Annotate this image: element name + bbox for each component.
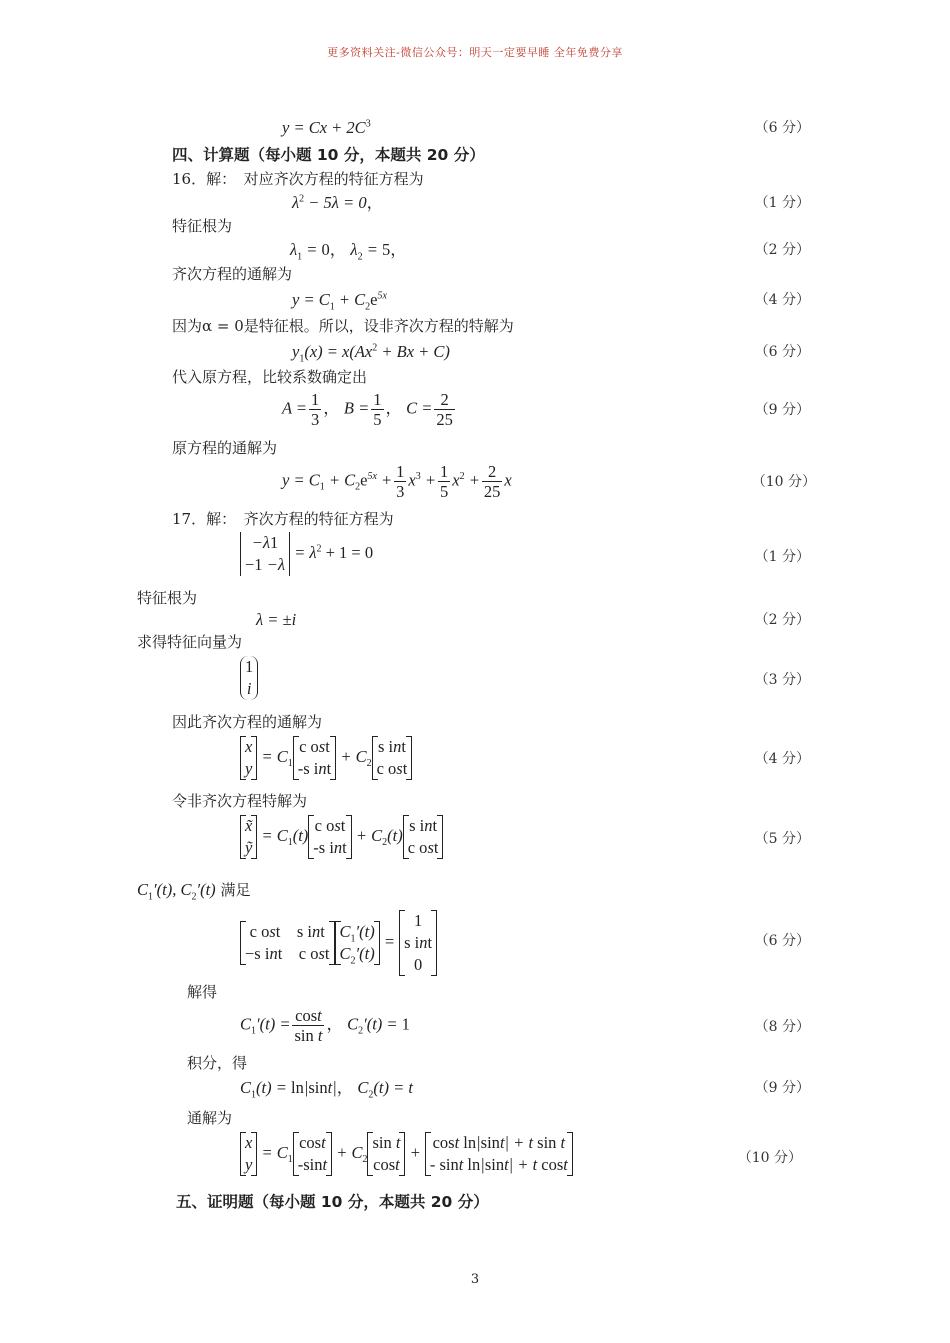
eigenvector: 1 i [240, 656, 258, 700]
score-label: （6 分） [754, 933, 810, 949]
score-label: （8 分） [754, 1019, 810, 1035]
equation-linear-system: c ost s int −s int c ost $C_1'(t)$ $C_2'(t)$ = 1 s int 0 [240, 910, 437, 976]
score-label: （9 分） [754, 1080, 810, 1096]
equation-determinant: −λ1 −1 −λ = $\lambda^2 + 1 = 0$ [240, 532, 373, 576]
score-label: （4 分） [754, 751, 810, 767]
text-general: 齐次方程的通解为 [172, 265, 293, 283]
score-label: （1 分） [754, 549, 810, 565]
text-roots: 特征根为 [137, 589, 198, 607]
equation-general-solution: $y = C_1 + C_2e^{5x}$ + $\frac{1}{3}$ $x^3$ + $\frac{1}{5}$ $x^2$ + $\frac{2}{25}$ x [282, 462, 512, 501]
text-particular: 令非齐次方程特解为 [172, 792, 308, 810]
equation-homogeneous: $y = C_1 + C_2e^{5x}$ [292, 290, 387, 313]
score-label: （1 分） [754, 195, 810, 211]
text-because: 因为α = 0是特征根。所以，设非齐次方程的特解为 [172, 317, 514, 335]
text-general-solution: 通解为 [187, 1109, 233, 1127]
text-roots: 特征根为 [172, 217, 233, 235]
score-label: （9 分） [754, 402, 810, 418]
score-label: （4 分） [754, 292, 810, 308]
text-final: 原方程的通解为 [172, 439, 278, 457]
satisfy-label: 满足 [220, 881, 251, 899]
section-heading-5: 五、证明题（每小题 10 分，本题共 20 分） [176, 1193, 489, 1211]
text-satisfy: $C_1'(t)$, $C_2'(t)$ 满足 [137, 880, 251, 903]
score-label: （6 分） [754, 120, 810, 136]
equation-particular: $y_1(x) = x(Ax^2 + Bx + C)$ [292, 342, 450, 365]
equation-particular-vector: x̃ ỹ = $C_1(t)$ c ost -s int + $C_2(t)$ s int c ost [240, 815, 443, 859]
score-label: （5 分） [754, 831, 810, 847]
score-label: （10 分） [751, 474, 816, 490]
page-header-watermark: 更多资料关注-微信公众号：明天一定要早睡 全年免费分享 [327, 46, 623, 59]
equation-derivatives: $C_1'(t)$ = $\frac{\cos t}{\text{sin t}}$ ， $C_2'(t) = 1$ [240, 1006, 410, 1045]
text-homogeneous: 因此齐次方程的通解为 [172, 713, 323, 731]
score-label: （3 分） [754, 672, 810, 688]
text-integrate: 积分，得 [187, 1054, 248, 1072]
equation-roots: $\lambda_1 = 0$， $\lambda_2 = 5$， [290, 240, 407, 263]
page-number: 3 [470, 1272, 480, 1287]
equation-homogeneous-vector: x y = $C_1$ c ost -s int + $C_2$ s int c ost [240, 736, 412, 780]
score-label: （2 分） [754, 612, 810, 628]
section-heading-4: 四、计算题（每小题 10 分，本题共 20 分） [172, 146, 485, 164]
equation-char: $\lambda^2 - 5\lambda = 0$， [292, 193, 384, 212]
score-label: （6 分） [754, 344, 810, 360]
text-vector: 求得特征向量为 [137, 633, 243, 651]
q17-intro: 17．解： 齐次方程的特征方程为 [172, 510, 394, 528]
equation-y-cx: $y = Cx + 2C^3$ [282, 118, 371, 137]
score-label: （10 分） [737, 1150, 802, 1166]
equation-coefficients: A = $\frac{1}{3}$ ， B = $\frac{1}{5}$ ， C = $\frac{2}{25}$ [282, 390, 453, 429]
text-substitute: 代入原方程，比较系数确定出 [172, 368, 368, 386]
q16-intro: 16．解： 对应齐次方程的特征方程为 [172, 170, 424, 188]
equation-final-vector: x y = $C_1$ cost -sint + $C_2$ sin t cost + cost ln|sint| + t sin t - sint ln|sint| + t cost [240, 1132, 573, 1176]
equation-lambda: λ = ±i [256, 610, 297, 629]
score-label: （2 分） [754, 242, 810, 258]
text-solve: 解得 [187, 983, 218, 1001]
equation-integrals: $C_1(t) = \ln|\sin t|$， $C_2(t) = t$ [240, 1078, 413, 1101]
